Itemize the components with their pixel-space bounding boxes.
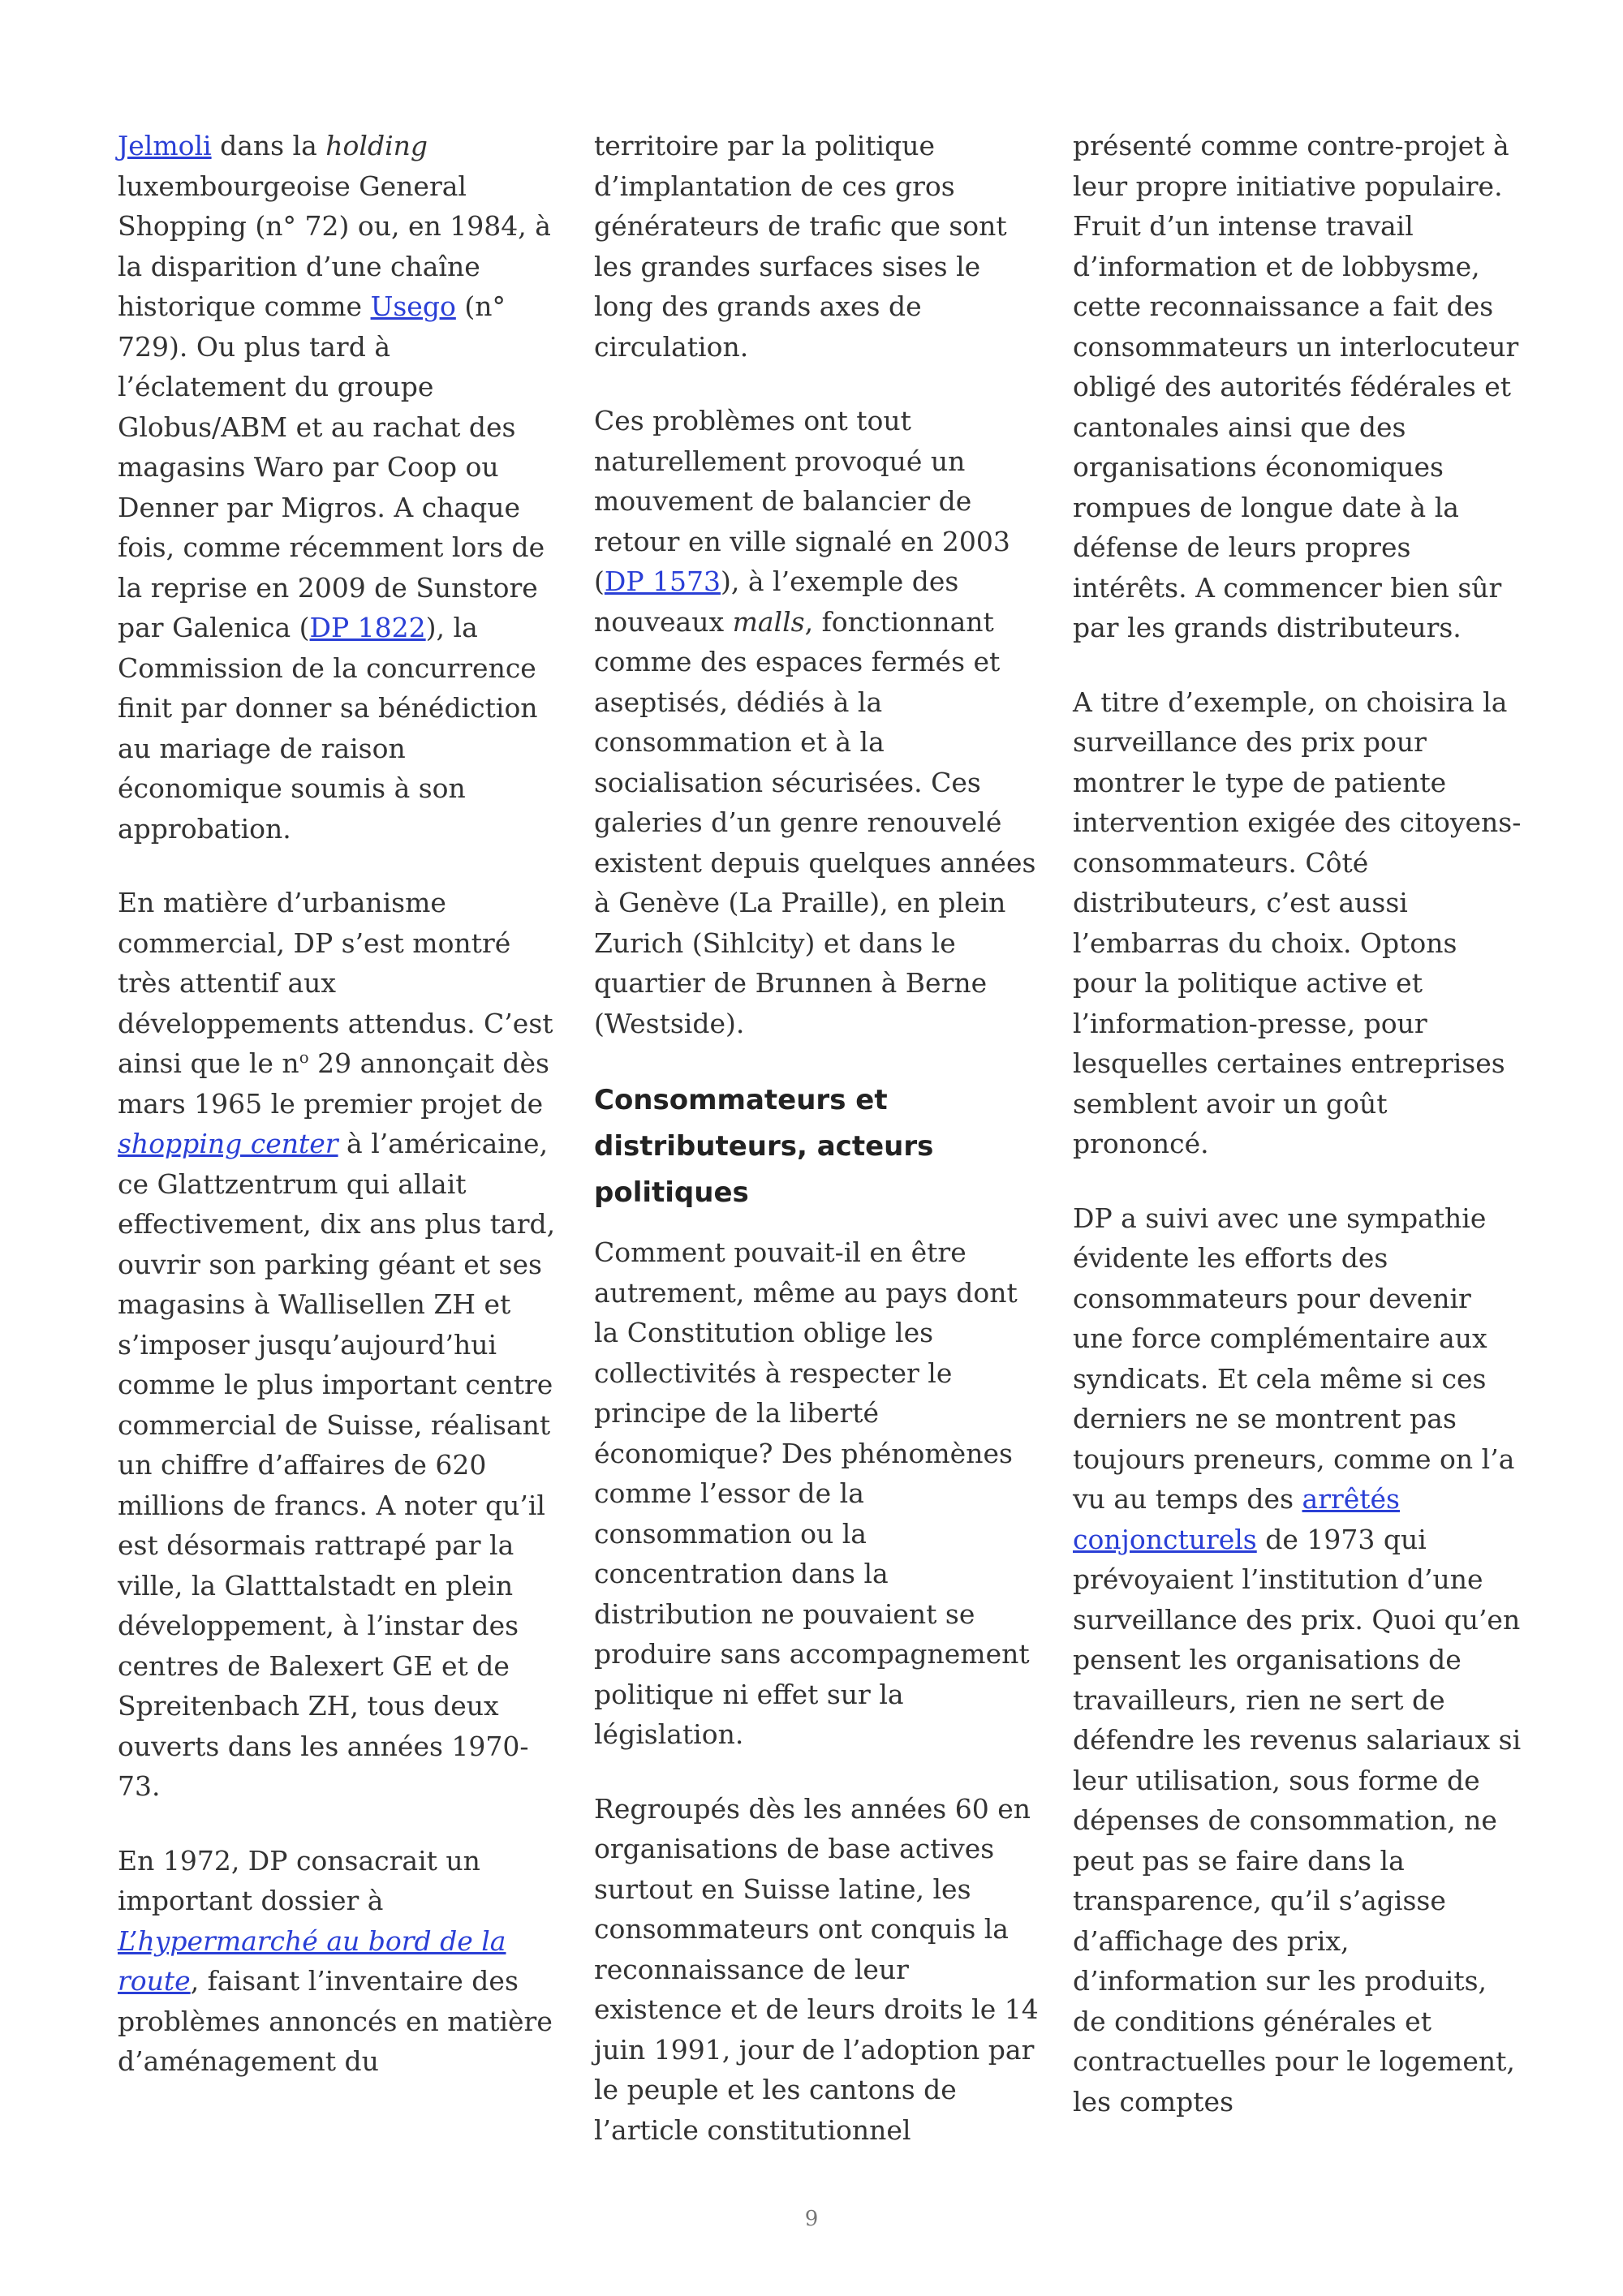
- link-dp-1573[interactable]: DP 1573: [604, 565, 721, 597]
- link-usego[interactable]: Usego: [370, 290, 456, 322]
- paragraph: En matière d’urbanisme commercial, DP s’est montré très attentif aux développements attendus. C’est ainsi que le $n^o$ 29 annonçait dès mars 1965 le premier projet de shopping center à l’américaine, ce Glattzentrum qui allait effectivement, dix ans plus tard, ouvrir son parking géant et ses magasins à Wallisellen ZH et s’imposer jusqu’aujourd’hui comme le plus important centre commercial de Suisse, réalisant un chiffre d’affaires de 620 millions de francs. A noter qu’il est désormais rattrapé par la ville, la Glatttalstadt en plein développement, à l’instar des centres de Balexert GE et de Spreitenbach ZH, tous deux ouverts dans les années 1970-73.: [118, 887, 556, 1802]
- paragraph: Regroupés dès les années 60 en organisations de base actives surtout en Suisse latine, les consommateurs ont conquis la reconnaissance de leur existence et de leurs droits le 14 juin 1991, jour de l’adoption par le peuple et les cantons de l’article constitutionnel: [594, 1792, 1039, 2146]
- link-arretes-conjoncturels[interactable]: arrêtés conjoncturels: [1073, 1483, 1400, 1555]
- section-heading: Consommateurs et distributeurs, acteurs politiques: [594, 1084, 934, 1209]
- column-1: [118, 126, 560, 2116]
- paragraph: DP a suivi avec une sympathie évidente les efforts des consommateurs pour devenir une force complémentaire aux syndicats. Et cela même si ces derniers ne se montrent pas toujours preneurs, comme on l’a vu au temps des arrêtés conjoncturels de 1973 qui prévoyaient l’institution d’une surveillance des prix. Quoi qu’en pensent les organisations de travailleurs, rien ne sert de défendre les revenus salariaux si leur utilisation, sous forme de dépenses de consommation, ne peut pas se faire dans la transparence, qu’il s’agisse d’affichage des prix, d’information sur les produits, de conditions générales et contractuelles pour le logement, les comptes: [1073, 1202, 1522, 2118]
- link-jelmoli[interactable]: Jelmoli: [118, 130, 212, 161]
- column-2: [594, 126, 1040, 2184]
- page-number: 9: [804, 2207, 819, 2231]
- link-shopping-center[interactable]: shopping center: [118, 1128, 338, 1159]
- paragraph: présenté comme contre-projet à leur propre initiative populaire. Fruit d’un intense travail d’information et de lobbysme, cette reconnaissance a fait des consommateurs un interlocuteur obligé des autorités fédérales et cantonales ainsi que des organisations économiques rompues de longue date à la défense de leurs propres intérêts. A commencer bien sûr par les grands distributeurs.: [1073, 130, 1519, 643]
- paragraph: En 1972, DP consacrait un important dossier à L’hypermarché au bord de la route, faisant l’inventaire des problèmes annoncés en matière d’aménagement du: [118, 1844, 553, 2077]
- paragraph: Ces problèmes ont tout naturellement provoqué un mouvement de balancier de retour en ville signalé en 2003 (DP 1573), à l’exemple des nouveaux malls, fonctionnant comme des espaces fermés et aseptisés, dédiés à la consommation et à la socialisation sécurisées. Ces galeries d’un genre renouvelé existent depuis quelques années à Genève (La Praille), en plein Zurich (Sihlcity) et dans le quartier de Brunnen à Berne (Westside).: [594, 405, 1036, 1039]
- paragraph: A titre d’exemple, on choisira la surveillance des prix pour montrer le type de patiente intervention exigée des citoyens-consommateurs. Côté distributeurs, c’est aussi l’embarras du choix. Optons pour la politique active et l’information-presse, pour lesquelles certaines entreprises semblent avoir un goût prononcé.: [1073, 686, 1522, 1159]
- link-hypermarche[interactable]: L’hypermarché au bord de la route: [118, 1924, 506, 1997]
- paragraph: Comment pouvait-il en être autrement, même au pays dont la Constitution oblige les collectivités à respecter le principe de la liberté économique? Des phénomènes comme l’essor de la consommation ou la concentration dans la distribution ne pouvaient se produire sans accompagnement politique ni effet sur la législation.: [594, 1236, 1030, 1750]
- paragraph: territoire par la politique d’implantation de ces gros générateurs de trafic que sont les grandes surfaces sises le long des grands axes de circulation.: [594, 130, 1007, 363]
- link-dp-1822[interactable]: DP 1822: [309, 612, 426, 643]
- column-3: [1073, 126, 1527, 2156]
- paragraph: Jelmoli dans la holding luxembourgeoise General Shopping (n° 72) ou, en 1984, à la disparition d’une chaîne historique comme Usego (n° 729). Ou plus tard à l’éclatement du groupe Globus/ABM et au rachat des magasins Waro par Coop ou Denner par Migros. A chaque fois, comme récemment lors de la reprise en 2009 de Sunstore par Galenica (DP 1822), la Commission de la concurrence finit par donner sa bénédiction au mariage de raison économique soumis à son approbation.: [118, 130, 551, 845]
